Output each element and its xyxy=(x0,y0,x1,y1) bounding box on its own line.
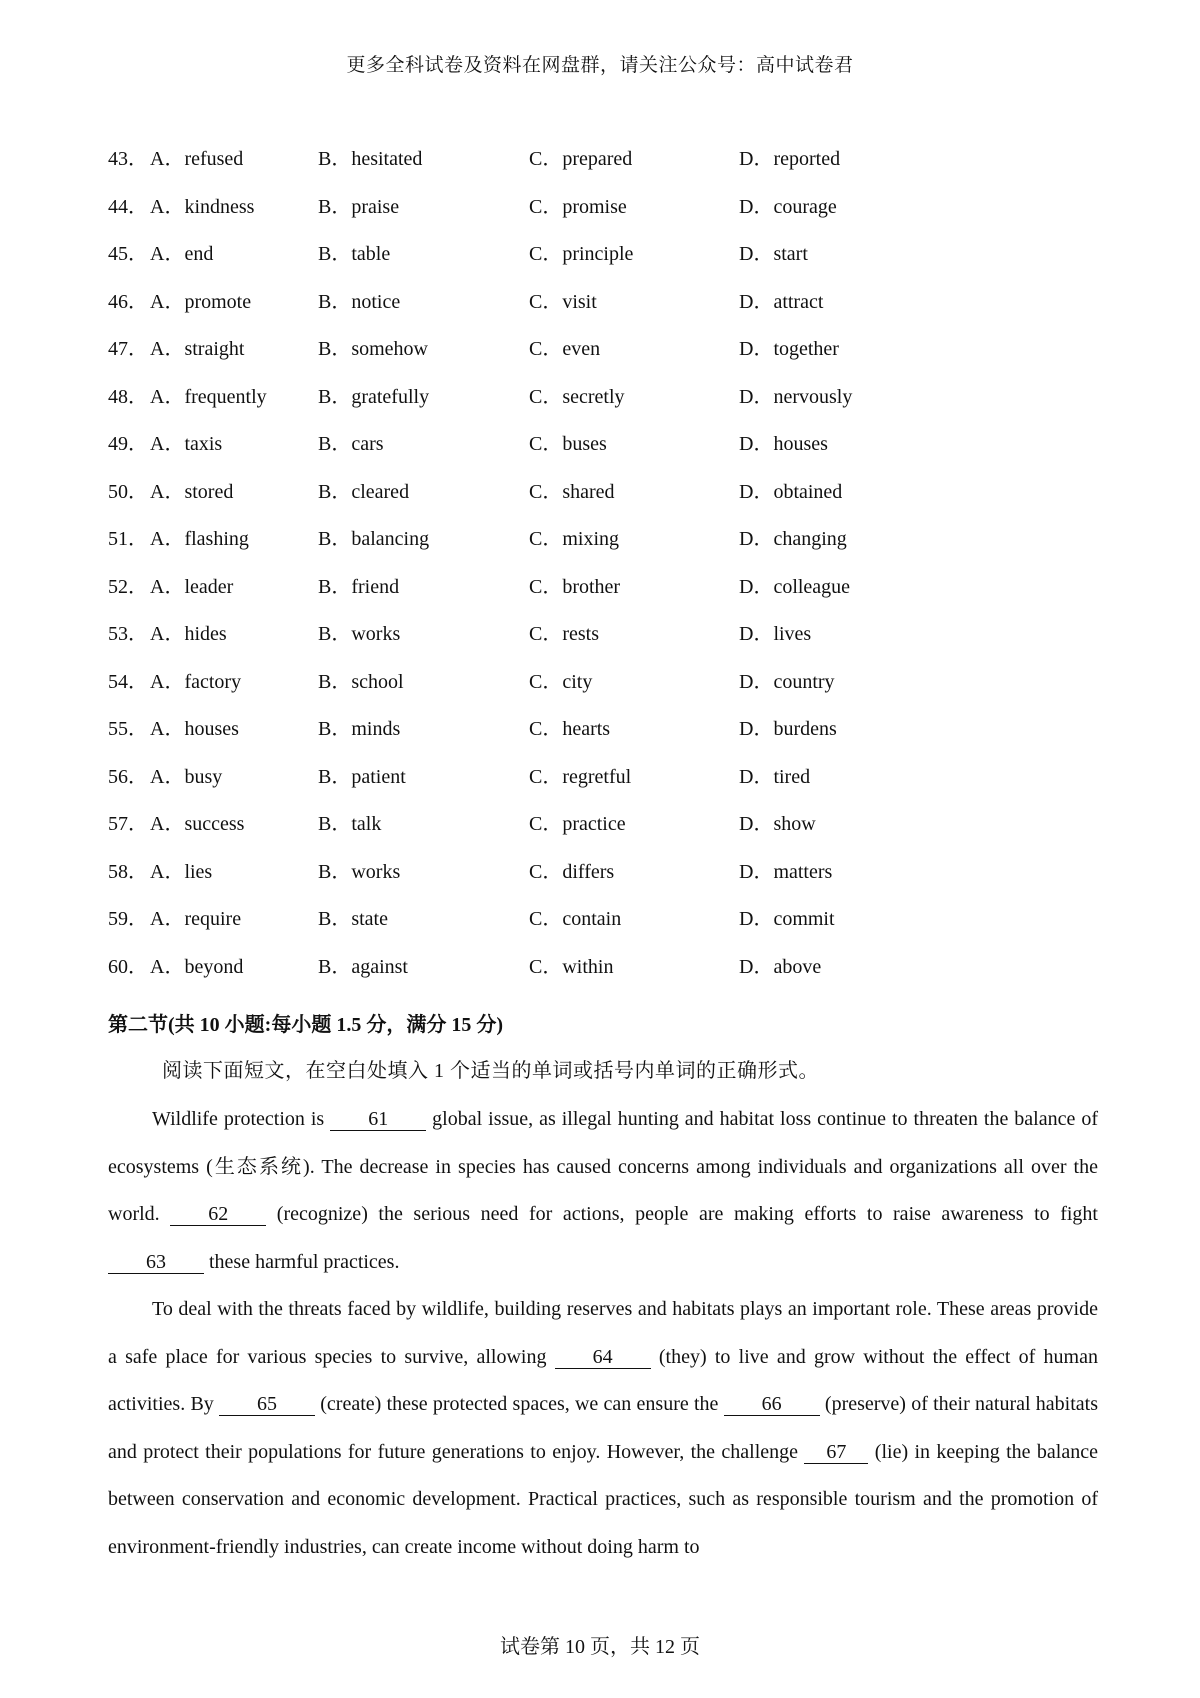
option-d: D．start xyxy=(739,243,808,265)
question-row xyxy=(108,147,1108,195)
option-d: D．changing xyxy=(739,528,847,550)
question-row xyxy=(108,527,1108,575)
option-c: C．mixing xyxy=(529,528,620,550)
option-b: B．somehow xyxy=(318,338,428,360)
section-instruction: 阅读下面短文，在空白处填入 1 个适当的单词或括号内单词的正确形式。 xyxy=(162,1060,819,1082)
option-c: C．city xyxy=(529,670,593,693)
blank-61: 61 xyxy=(330,1108,426,1131)
option-d: D．tired xyxy=(739,765,811,788)
option-d: D．together xyxy=(739,338,839,360)
question-number: 45． xyxy=(108,243,148,265)
question-number: 43． xyxy=(108,148,148,170)
passage-text: (create) these protected spaces, we can ensure the xyxy=(315,1393,724,1415)
option-b: B．cleared xyxy=(318,480,410,503)
question-number: 60． xyxy=(108,955,148,978)
option-d: D．colleague xyxy=(739,575,851,598)
option-a: A．straight xyxy=(150,338,245,360)
option-c: C．prepared xyxy=(529,148,633,170)
question-row xyxy=(108,622,1108,670)
question-number: 58． xyxy=(108,860,148,883)
option-b: B．notice xyxy=(318,290,401,313)
question-row xyxy=(108,432,1108,480)
option-a: A．stored xyxy=(150,480,234,503)
option-d: D．reported xyxy=(739,148,841,170)
question-row xyxy=(108,337,1108,385)
option-d: D．courage xyxy=(739,195,837,218)
option-c: C．hearts xyxy=(529,718,611,740)
option-a: A．flashing xyxy=(150,528,249,550)
question-row xyxy=(108,907,1108,955)
option-a: A．leader xyxy=(150,575,234,598)
option-b: B．works xyxy=(318,860,401,883)
option-a: A．promote xyxy=(150,290,252,313)
passage-text: these harmful practices. xyxy=(204,1250,400,1273)
page-header: 更多全科试卷及资料在网盘群，请关注公众号：高中试卷君 xyxy=(346,55,854,76)
question-row xyxy=(108,290,1108,338)
option-a: A．factory xyxy=(150,670,242,693)
blank-64: 64 xyxy=(555,1346,651,1369)
option-d: D．country xyxy=(739,670,835,693)
option-a: A．refused xyxy=(150,148,244,170)
option-c: C．even xyxy=(529,338,601,360)
blank-67: 67 xyxy=(804,1441,868,1464)
question-number: 47． xyxy=(108,338,148,360)
option-a: A．houses xyxy=(150,718,239,740)
question-number: 53． xyxy=(108,623,148,645)
question-list xyxy=(108,147,1108,1002)
question-row xyxy=(108,860,1108,908)
question-row xyxy=(108,812,1108,860)
option-c: C．regretful xyxy=(529,765,632,788)
question-row xyxy=(108,480,1108,528)
passage-text: global issue, as illegal hunting and habitat loss continue to threaten the balance of ecosystems (生态系统). The decrease in species has caused concerns among individuals and organizations all over the world. xyxy=(108,1108,1099,1225)
question-row xyxy=(108,670,1108,718)
option-c: C．visit xyxy=(529,290,597,313)
question-number: 49． xyxy=(108,433,148,455)
passage-text: Wildlife protection is xyxy=(152,1108,331,1130)
passage-text: (lie) in keeping the balance between conservation and economic development. Practical practices, such as responsible tourism and the promotion of environment-friendly industries, can create income without doing harm to xyxy=(108,1440,1098,1558)
question-number: 55． xyxy=(108,718,148,740)
question-number: 51． xyxy=(108,528,148,550)
option-a: A．end xyxy=(150,243,214,265)
passage-text: (they) to live and grow without the effect of human activities. By xyxy=(108,1345,1098,1415)
option-a: A．beyond xyxy=(150,955,244,978)
option-c: C．shared xyxy=(529,480,615,503)
blank-65: 65 xyxy=(219,1393,315,1416)
question-number: 46． xyxy=(108,290,148,313)
option-a: A．hides xyxy=(150,623,227,645)
option-d: D．matters xyxy=(739,860,833,883)
option-d: D．obtained xyxy=(739,480,843,503)
question-number: 50． xyxy=(108,480,148,503)
page-footer: 试卷第 10 页，共 12 页 xyxy=(500,1636,700,1658)
question-number: 44． xyxy=(108,195,148,218)
option-b: B．school xyxy=(318,670,404,693)
option-d: D．nervously xyxy=(739,385,853,408)
question-row xyxy=(108,242,1108,290)
question-row xyxy=(108,765,1108,813)
option-c: C．buses xyxy=(529,433,607,455)
option-d: D．above xyxy=(739,955,822,978)
option-d: D．burdens xyxy=(739,718,837,740)
option-b: B．friend xyxy=(318,575,400,598)
option-c: C．promise xyxy=(529,195,627,218)
passage-text: (preserve) of their natural habitats and protect their populations for future generations to enjoy. However, the challenge xyxy=(108,1393,1098,1463)
option-b: B．against xyxy=(318,955,408,978)
section-title: 第二节(共 10 小题:每小题 1.5 分，满分 15 分) xyxy=(108,1014,503,1036)
option-b: B．hesitated xyxy=(318,148,423,170)
option-a: A．frequently xyxy=(150,385,267,408)
question-row xyxy=(108,195,1108,243)
passage-text: (recognize) the serious need for actions, people are making efforts to raise awareness to fight xyxy=(266,1203,1098,1225)
option-c: C．differs xyxy=(529,860,615,883)
question-number: 52． xyxy=(108,575,148,598)
blank-66: 66 xyxy=(724,1393,820,1416)
option-a: A．require xyxy=(150,908,242,930)
option-d: D．houses xyxy=(739,433,828,455)
question-row xyxy=(108,955,1108,1003)
option-b: B．talk xyxy=(318,813,382,835)
option-c: C．brother xyxy=(529,575,621,598)
question-number: 56． xyxy=(108,765,148,788)
question-number: 59． xyxy=(108,908,148,930)
option-b: B．balancing xyxy=(318,528,430,550)
option-c: C．principle xyxy=(529,243,634,265)
option-a: A．busy xyxy=(150,765,223,788)
question-number: 57． xyxy=(108,813,148,835)
question-number: 48． xyxy=(108,385,148,408)
option-a: A．kindness xyxy=(150,195,255,218)
option-a: A．success xyxy=(150,813,245,835)
option-b: B．patient xyxy=(318,765,406,788)
question-number: 54． xyxy=(108,670,148,693)
option-d: D．show xyxy=(739,813,816,835)
option-b: B．gratefully xyxy=(318,385,430,408)
passage-paragraph-2 xyxy=(108,1286,1098,1571)
option-d: D．attract xyxy=(739,290,824,313)
blank-63: 63 xyxy=(108,1251,204,1274)
passage-text: To deal with the threats faced by wildlife, building reserves and habitats plays an important role. These areas provide a safe place for various species to survive, allowing xyxy=(108,1298,1098,1368)
option-b: B．table xyxy=(318,243,391,265)
option-b: B．state xyxy=(318,908,388,930)
question-row xyxy=(108,575,1108,623)
option-a: A．taxis xyxy=(150,433,223,455)
option-c: C．contain xyxy=(529,908,622,930)
option-d: D．lives xyxy=(739,623,812,645)
option-c: C．within xyxy=(529,955,614,978)
option-b: B．works xyxy=(318,623,401,645)
question-row xyxy=(108,717,1108,765)
passage-paragraph-1 xyxy=(108,1096,1098,1286)
option-b: B．minds xyxy=(318,718,401,740)
passage xyxy=(108,1096,1098,1571)
option-a: A．lies xyxy=(150,860,213,883)
option-c: C．practice xyxy=(529,813,626,835)
option-c: C．secretly xyxy=(529,385,625,408)
option-b: B．cars xyxy=(318,433,384,455)
question-row xyxy=(108,385,1108,433)
option-c: C．rests xyxy=(529,623,599,645)
blank-62: 62 xyxy=(170,1203,266,1226)
option-d: D．commit xyxy=(739,908,835,930)
option-b: B．praise xyxy=(318,195,400,218)
